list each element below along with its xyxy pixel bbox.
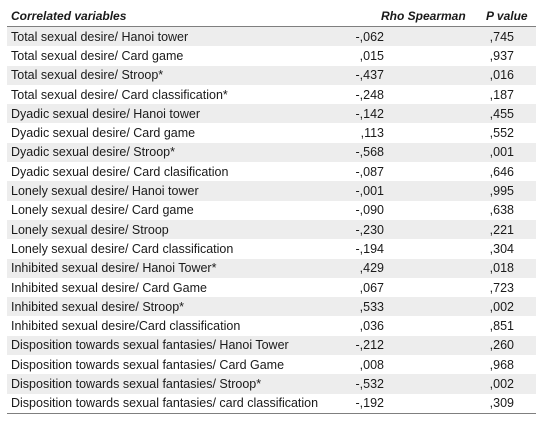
table-row: [7, 27, 536, 47]
cell-p-value: ,552: [452, 123, 536, 142]
cell-correlated-variable: Dyadic sexual desire/ Stroop*: [7, 143, 347, 162]
table-row: [7, 355, 536, 374]
cell-correlated-variable: Disposition towards sexual fantasies/ Stroop*: [7, 374, 347, 393]
cell-p-value: ,304: [452, 239, 536, 258]
cell-p-value: ,016: [452, 66, 536, 85]
cell-correlated-variable: Disposition towards sexual fantasies/ Hanoi Tower: [7, 336, 347, 355]
cell-p-value: ,937: [452, 46, 536, 65]
cell-correlated-variable: Total sexual desire/ Stroop*: [7, 66, 347, 85]
header-correlated-variables: Correlated variables: [7, 6, 347, 27]
table-row: [7, 394, 536, 414]
cell-rho-spearman: ,533: [347, 297, 452, 316]
cell-rho-spearman: -,001: [347, 181, 452, 200]
table-header: [7, 6, 536, 27]
cell-rho-spearman: ,008: [347, 355, 452, 374]
cell-rho-spearman: -,142: [347, 104, 452, 123]
cell-p-value: ,646: [452, 162, 536, 181]
cell-rho-spearman: -,062: [347, 27, 452, 47]
cell-rho-spearman: -,248: [347, 85, 452, 104]
cell-rho-spearman: -,568: [347, 143, 452, 162]
cell-correlated-variable: Dyadic sexual desire/ Card clasification: [7, 162, 347, 181]
cell-correlated-variable: Lonely sexual desire/ Card game: [7, 201, 347, 220]
cell-rho-spearman: ,429: [347, 259, 452, 278]
cell-rho-spearman: ,036: [347, 316, 452, 335]
cell-rho-spearman: -,192: [347, 394, 452, 414]
cell-correlated-variable: Disposition towards sexual fantasies/ Card Game: [7, 355, 347, 374]
cell-correlated-variable: Inhibited sexual desire/Card classification: [7, 316, 347, 335]
table-row: [7, 220, 536, 239]
cell-p-value: ,018: [452, 259, 536, 278]
cell-p-value: ,995: [452, 181, 536, 200]
table-row: [7, 278, 536, 297]
cell-p-value: ,001: [452, 143, 536, 162]
table-row: [7, 104, 536, 123]
table-row: [7, 297, 536, 316]
cell-correlated-variable: Total sexual desire/ Card classification*: [7, 85, 347, 104]
correlation-table: [7, 6, 536, 414]
cell-rho-spearman: -,087: [347, 162, 452, 181]
cell-rho-spearman: -,212: [347, 336, 452, 355]
cell-correlated-variable: Inhibited sexual desire/ Card Game: [7, 278, 347, 297]
table-row: [7, 336, 536, 355]
cell-p-value: ,221: [452, 220, 536, 239]
cell-rho-spearman: -,090: [347, 201, 452, 220]
cell-rho-spearman: ,113: [347, 123, 452, 142]
table-row: [7, 123, 536, 142]
table-row: [7, 181, 536, 200]
cell-p-value: ,260: [452, 336, 536, 355]
cell-correlated-variable: Total sexual desire/ Hanoi tower: [7, 27, 347, 47]
table-row: [7, 143, 536, 162]
table-row: [7, 85, 536, 104]
cell-rho-spearman: -,194: [347, 239, 452, 258]
cell-p-value: ,455: [452, 104, 536, 123]
cell-p-value: ,187: [452, 85, 536, 104]
correlation-table-container: [7, 6, 536, 414]
table-row: [7, 239, 536, 258]
cell-p-value: ,968: [452, 355, 536, 374]
header-p-value: P value: [452, 6, 536, 27]
cell-correlated-variable: Dyadic sexual desire/ Card game: [7, 123, 347, 142]
cell-correlated-variable: Inhibited sexual desire/ Stroop*: [7, 297, 347, 316]
cell-rho-spearman: -,437: [347, 66, 452, 85]
cell-rho-spearman: -,230: [347, 220, 452, 239]
cell-p-value: ,745: [452, 27, 536, 47]
cell-correlated-variable: Lonely sexual desire/ Hanoi tower: [7, 181, 347, 200]
cell-correlated-variable: Disposition towards sexual fantasies/ card classification: [7, 394, 347, 414]
cell-correlated-variable: Lonely sexual desire/ Card classification: [7, 239, 347, 258]
cell-p-value: ,638: [452, 201, 536, 220]
cell-rho-spearman: ,067: [347, 278, 452, 297]
header-row: [7, 6, 536, 27]
table-row: [7, 316, 536, 335]
cell-p-value: ,723: [452, 278, 536, 297]
cell-correlated-variable: Inhibited sexual desire/ Hanoi Tower*: [7, 259, 347, 278]
cell-p-value: ,851: [452, 316, 536, 335]
cell-p-value: ,002: [452, 297, 536, 316]
table-row: [7, 46, 536, 65]
cell-p-value: ,309: [452, 394, 536, 414]
table-body: [7, 27, 536, 414]
table-row: [7, 162, 536, 181]
header-rho-spearman: Rho Spearman: [347, 6, 452, 27]
cell-correlated-variable: Dyadic sexual desire/ Hanoi tower: [7, 104, 347, 123]
cell-p-value: ,002: [452, 374, 536, 393]
cell-rho-spearman: -,532: [347, 374, 452, 393]
cell-correlated-variable: Lonely sexual desire/ Stroop: [7, 220, 347, 239]
cell-rho-spearman: ,015: [347, 46, 452, 65]
table-row: [7, 259, 536, 278]
table-row: [7, 374, 536, 393]
cell-correlated-variable: Total sexual desire/ Card game: [7, 46, 347, 65]
table-row: [7, 201, 536, 220]
table-row: [7, 66, 536, 85]
